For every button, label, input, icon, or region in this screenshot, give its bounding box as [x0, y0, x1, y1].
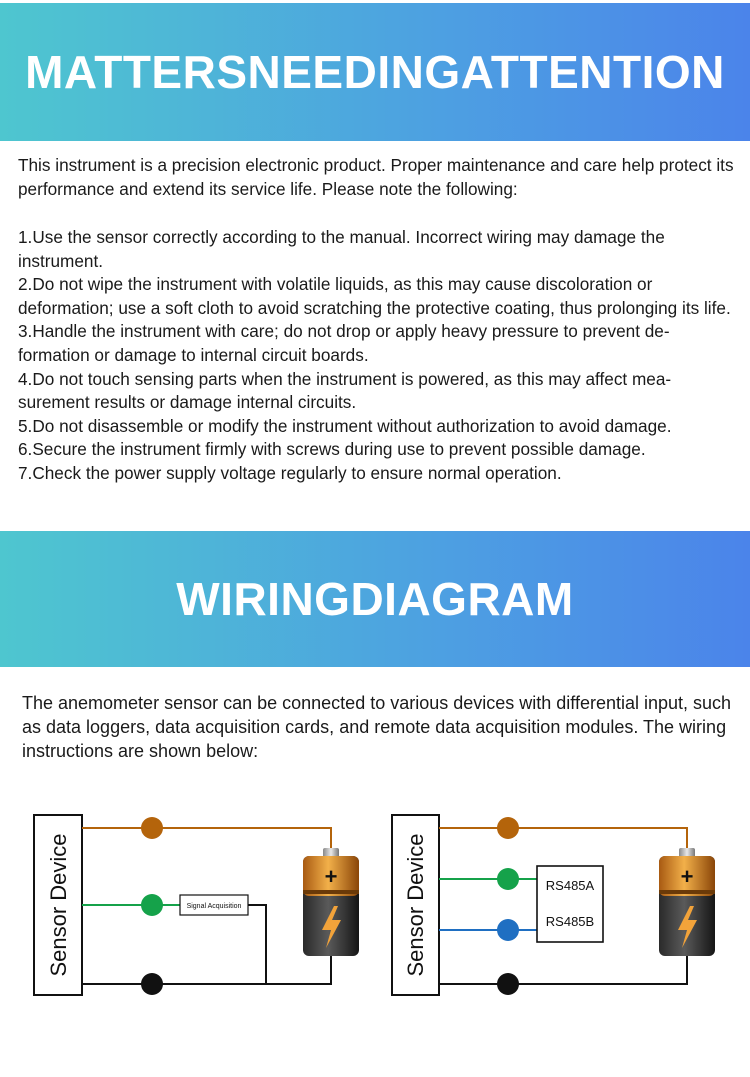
attention-intro: This instrument is a precision electronic product. Proper maintenance and care help protect its performance and extend its service life. Please note the following: — [18, 155, 734, 199]
sensor-device-label: Sensor Device — [46, 833, 71, 977]
list-item: 5.Do not disassemble or modify the instrument without authorization to avoid damage. — [18, 415, 672, 436]
diagram-right — [392, 815, 715, 995]
terminal-black — [497, 973, 519, 995]
list-item: 2.Do not wipe the instrument with volatile liquids, as this may cause discoloration or deformation; use a soft cloth to avoid scratching the protective coating, thus prolonging its life. — [18, 274, 731, 318]
diagram-left — [34, 815, 359, 995]
rs485a-label: RS485A — [545, 878, 595, 893]
wire-brown — [439, 828, 687, 850]
wire-brown — [82, 828, 331, 850]
wire-black — [82, 956, 331, 984]
list-item: 4.Do not touch sensing parts when the instrument is powered, as this may affect mea-surement results or damage internal circuits. — [18, 368, 672, 413]
signal-acquisition-label: Signal Acquisition — [186, 903, 242, 910]
svg-text:+: + — [680, 864, 694, 889]
wire-black — [439, 956, 687, 984]
sensor-device-label: Sensor Device — [403, 833, 428, 977]
list-item: 3.Handle the instrument with care; do not drop or apply heavy pressure to prevent de-formation or damage to internal circuit boards. — [18, 321, 670, 365]
rs485b-label: RS485B — [545, 914, 595, 929]
terminal-brown — [497, 817, 519, 839]
battery-icon — [659, 848, 715, 956]
section-title-attention: MATTERSNEEDINGATTENTION — [25, 46, 725, 98]
terminal-green — [141, 894, 163, 916]
terminal-brown — [141, 817, 163, 839]
terminal-green — [497, 868, 519, 890]
section-title-wiring: WIRINGDIAGRAM — [176, 573, 574, 625]
terminal-black — [141, 973, 163, 995]
terminal-blue — [497, 919, 519, 941]
list-item: 1.Use the sensor correctly according to the manual. Incorrect wiring may damage the instrument. — [18, 227, 665, 271]
list-item: 7.Check the power supply voltage regularly to ensure normal operation. — [18, 462, 562, 483]
svg-text:+: + — [324, 864, 338, 889]
wiring-intro: The anemometer sensor can be connected to various devices with differential input, such as data loggers, data acquisition cards, and remote data acquisition modules. The wiring instructions are shown below: — [22, 693, 732, 761]
list-item: 6.Secure the instrument firmly with screws during use to prevent possible damage. — [18, 439, 646, 460]
wire-signal-return — [248, 905, 266, 984]
battery-icon — [303, 848, 359, 956]
